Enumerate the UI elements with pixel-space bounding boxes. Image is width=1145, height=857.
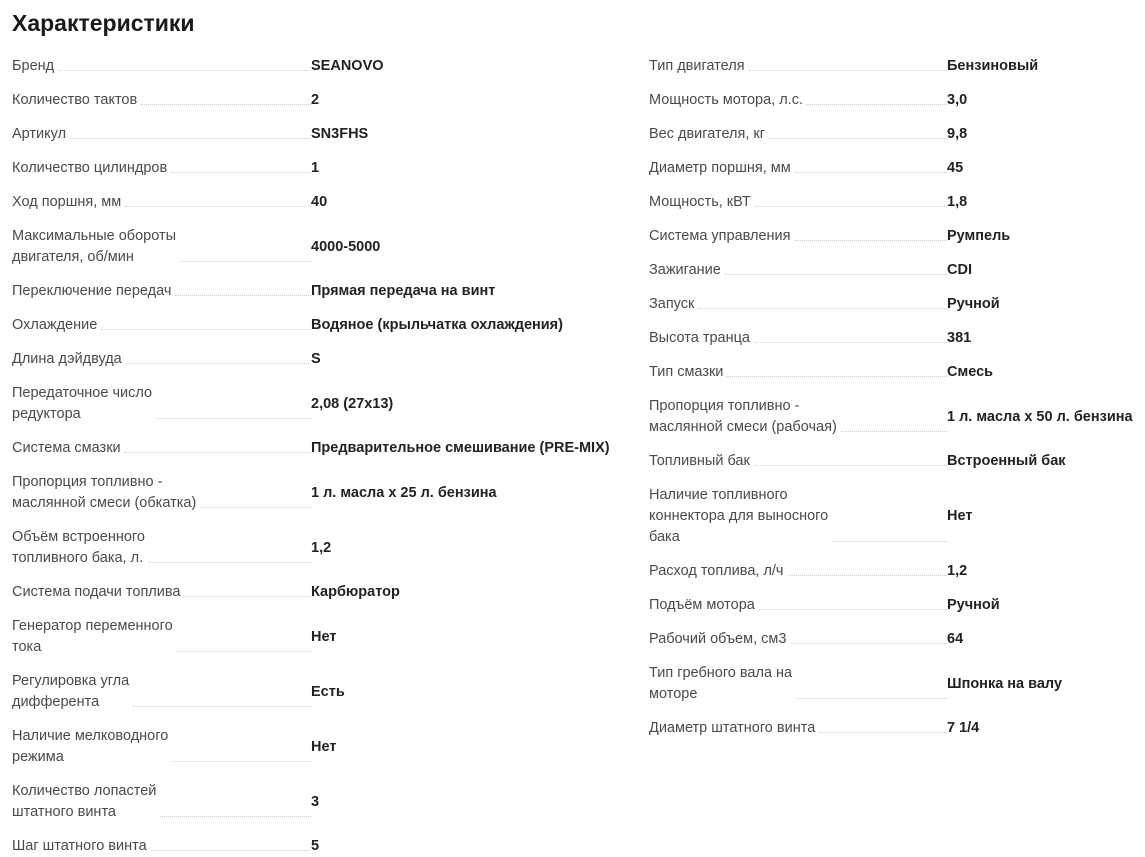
spec-label [12,56,311,77]
spec-value: 1 л. масла х 25 л. бензина [311,484,497,501]
dotted-leader [795,239,947,241]
spec-label [12,124,311,145]
page-title: Характеристики [12,10,195,36]
spec-label-line: Мощность мотора, л.с. [649,92,803,108]
spec-label-line: Диаметр поршня, мм [649,160,791,176]
spec-label [649,485,947,548]
spec-value: Встроенный бак [947,453,1066,469]
spec-value: Предварительное смешивание (PRE-MIX) [311,440,610,456]
spec-label-line: редуктора [12,406,81,422]
spec-row [649,663,1139,705]
spec-label-line: бака [649,529,680,545]
spec-label-line: дифферента [12,694,100,710]
spec-value: CDI [947,262,972,278]
spec-label [649,595,947,616]
spec-label [12,472,311,514]
spec-label-line: маслянной смеси (рабочая) [649,419,837,435]
spec-label [649,192,947,213]
spec-label-line: Охлаждение [12,317,98,333]
spec-label-line: Регулировка угла [12,673,130,689]
spec-label-line: Вес двигателя, кг [649,126,766,142]
spec-label-line: Тип гребного вала на [649,665,793,681]
spec-value: 3 [311,793,320,810]
dotted-leader [200,506,311,508]
dotted-leader [70,137,311,139]
spec-label [649,56,947,77]
spec-label-line: Тип двигателя [649,58,745,74]
spec-row [12,315,622,336]
dotted-leader [125,451,311,453]
spec-label-line: Длина дэйдвуда [12,351,122,367]
spec-label-line: двигателя, об/мин [12,249,134,265]
spec-value: Нет [947,508,973,524]
spec-label-line: Система смазки [12,440,121,456]
spec-label-line: Подъём мотора [649,597,755,613]
spec-value: Прямая передача на винт [311,283,496,299]
spec-value: SN3FHS [311,126,369,142]
spec-value: Шпонка на валу [947,675,1063,692]
spec-label-line: Передаточное число [12,385,153,401]
spec-row [649,192,1139,213]
spec-label [649,718,947,739]
spec-value: 40 [311,194,328,210]
dotted-leader [172,760,311,762]
spec-value: 1 [311,160,320,176]
spec-value: Водяное (крыльчатка охлаждения) [311,317,563,333]
spec-label-line: Артикул [12,126,67,142]
spec-label [649,663,947,705]
spec-row [649,124,1139,145]
spec-label [12,527,311,569]
spec-label-line: Количество тактов [12,92,138,108]
spec-label [12,383,311,425]
spec-value: Нет [311,738,337,755]
spec-value: 3,0 [947,92,968,108]
dotted-leader [175,294,311,296]
spec-value: 2,08 (27x13) [311,395,394,412]
spec-label-line: моторе [649,686,698,702]
spec-row [649,485,1139,548]
spec-value: Нет [311,628,337,645]
spec-label-line: Система подачи топлива [12,584,181,600]
spec-label [12,192,311,213]
spec-row [12,158,622,179]
spec-row [12,349,622,370]
spec-label-line: Пропорция топливно - [649,398,800,414]
dotted-leader [754,464,947,466]
dotted-leader [160,815,311,817]
spec-value: S [311,351,321,367]
spec-label-line: Расход топлива, л/ч [649,563,784,579]
spec-label-line: Пропорция топливно - [12,474,163,490]
spec-value: SEANOVO [311,58,384,74]
spec-row [649,396,1139,438]
spec-label-line: Бренд [12,58,55,74]
spec-row [12,226,622,268]
spec-label [12,158,311,179]
spec-label-line: Объём встроенного [12,529,145,545]
spec-label [12,671,311,713]
dotted-leader [58,69,311,71]
dotted-leader [832,540,947,542]
spec-label-line: Система управления [649,228,791,244]
spec-value: 1,2 [311,539,332,556]
spec-label-line: топливного бака, л. [12,550,144,566]
spec-row [12,527,622,569]
dotted-leader [796,697,947,699]
spec-label [12,349,311,370]
spec-label-line: Мощность, кВТ [649,194,751,210]
dotted-leader [171,171,311,173]
dotted-leader [795,171,947,173]
dotted-leader [149,561,311,563]
spec-label-line: Диаметр штатного винта [649,720,816,736]
spec-label [649,226,947,247]
dotted-leader [807,103,947,105]
spec-row [12,438,622,459]
dotted-leader [788,574,948,576]
spec-label-line: Количество лопастей [12,783,157,799]
spec-row [649,226,1139,247]
spec-label-line: Наличие мелководного [12,728,169,744]
dotted-leader [698,307,947,309]
spec-row [649,451,1139,472]
spec-label [649,629,947,650]
spec-label [12,616,311,658]
spec-label-line: Ход поршня, мм [12,194,122,210]
spec-label [649,124,947,145]
dotted-leader [755,205,947,207]
spec-row [649,561,1139,582]
spec-label [649,328,947,349]
spec-label-line: Наличие топливного [649,487,788,503]
spec-row [649,56,1139,77]
spec-label-line: Топливный бак [649,453,750,469]
spec-label [12,438,311,459]
dotted-leader [180,260,311,262]
spec-row [12,56,622,77]
spec-value: Ручной [947,296,1000,312]
spec-label [12,90,311,111]
spec-label-line: Переключение передач [12,283,172,299]
spec-row [649,158,1139,179]
dotted-leader [769,137,947,139]
dotted-leader [749,69,947,71]
spec-label-line: Зажигание [649,262,721,278]
spec-row [12,781,622,823]
spec-row [649,595,1139,616]
spec-label [12,281,311,302]
spec-value: Ручной [947,597,1000,613]
spec-value: 9,8 [947,126,968,142]
spec-row [649,90,1139,111]
dotted-leader [156,417,311,419]
dotted-leader [754,341,947,343]
spec-label-line: маслянной смеси (обкатка) [12,495,197,511]
spec-label-line: Количество цилиндров [12,160,168,176]
spec-label-line: Генератор переменного [12,618,173,634]
spec-row [12,90,622,111]
spec-label-line: Шаг штатного винта [12,838,147,854]
spec-value: 381 [947,330,972,346]
spec-row [12,383,622,425]
spec-row [649,718,1139,739]
spec-label [12,226,311,268]
spec-value: 7 1/4 [947,720,980,736]
spec-row [12,582,622,603]
dotted-leader [184,595,311,597]
spec-label [12,781,311,823]
spec-label-line: штатного винта [12,804,116,820]
spec-label [649,451,947,472]
spec-label [649,561,947,582]
spec-label [649,158,947,179]
spec-label [12,726,311,768]
spec-value: Карбюратор [311,584,400,600]
spec-label [12,582,311,603]
dotted-leader [126,362,311,364]
dotted-leader [759,608,947,610]
spec-label [649,362,947,383]
dotted-leader [151,849,311,851]
spec-label-line: Запуск [649,296,695,312]
dotted-leader [101,328,311,330]
spec-row [649,260,1139,281]
spec-label-line: тока [12,639,42,655]
spec-value: Смесь [947,364,994,380]
spec-label-line: Высота транца [649,330,750,346]
dotted-leader [725,273,947,275]
spec-row [649,294,1139,315]
spec-label [649,260,947,281]
dotted-leader [125,205,311,207]
spec-value: 2 [311,92,320,108]
dotted-leader [819,731,947,733]
spec-value: 5 [311,838,320,854]
spec-row [12,671,622,713]
dotted-leader [177,650,311,652]
spec-value: 1 л. масла х 50 л. бензина [947,408,1133,425]
spec-row [649,328,1139,349]
spec-label [649,294,947,315]
spec-value: 1,8 [947,194,968,210]
dotted-leader [133,705,311,707]
spec-value: Есть [311,683,345,700]
spec-row [649,629,1139,650]
spec-row [12,192,622,213]
spec-value: 64 [947,631,964,647]
spec-row [12,472,622,514]
dotted-leader [841,430,947,432]
spec-label-line: Тип смазки [649,364,724,380]
spec-value: 1,2 [947,563,968,579]
spec-label [649,90,947,111]
spec-label-line: коннектора для выносного [649,508,829,524]
spec-row [12,616,622,658]
spec-row [12,726,622,768]
spec-label [12,315,311,336]
dotted-leader [141,103,311,105]
spec-row [12,124,622,145]
spec-label-line: Максимальные обороты [12,228,177,244]
dotted-leader [727,375,947,377]
spec-row [649,362,1139,383]
dotted-leader [790,642,947,644]
spec-value: Бензиновый [947,58,1039,74]
spec-value: Румпель [947,228,1011,244]
spec-row [12,281,622,302]
spec-label-line: Рабочий объем, см3 [649,631,787,647]
spec-label-line: режима [12,749,64,765]
spec-label [649,396,947,438]
spec-value: 4000-5000 [311,238,381,255]
spec-value: 45 [947,160,964,176]
